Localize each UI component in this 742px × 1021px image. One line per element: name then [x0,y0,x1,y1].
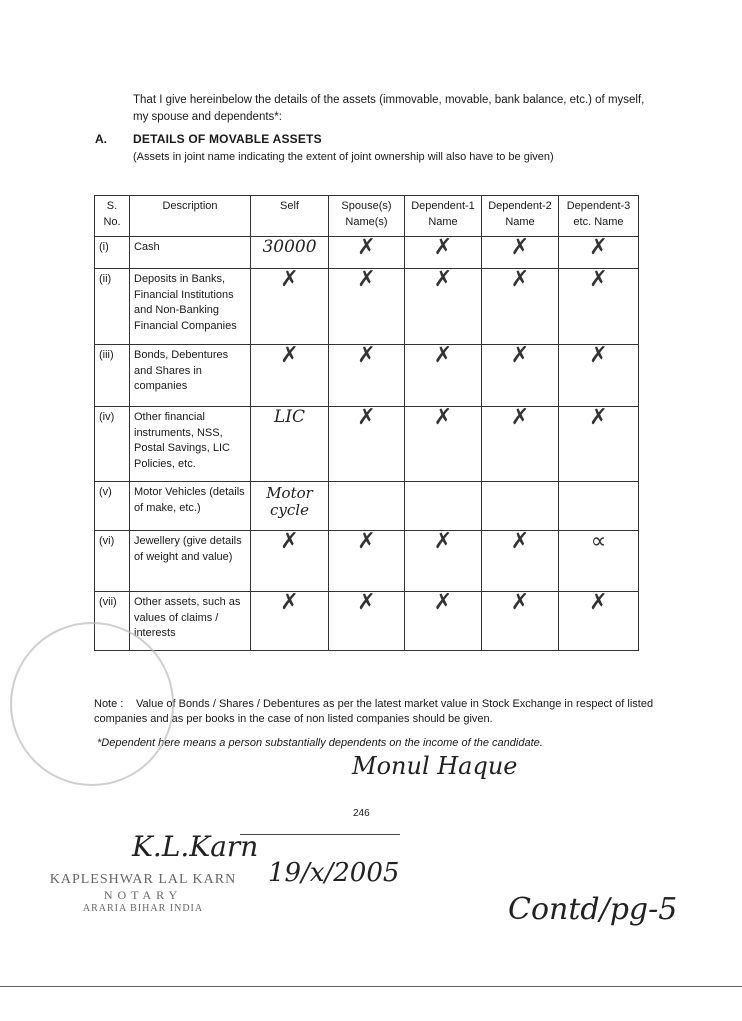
table-row [95,592,639,651]
note-paragraph [94,697,654,727]
header-dependent-2: Dependent-2 Name [482,196,559,237]
dependent-3-value: ✗ [559,237,639,269]
row-sno: (vii) [95,592,130,651]
table-row [95,237,639,269]
row-sno: (ii) [95,269,130,345]
movable-assets-table [94,195,639,651]
dependent-3-value: ✗ [559,345,639,407]
dependent-2-value: ✗ [482,407,559,482]
spouse-value: ✗ [329,407,405,482]
self-value: Motor cycle [251,482,329,531]
header-spouse: Spouse(s) Name(s) [329,196,405,237]
spouse-value: ✗ [329,592,405,651]
note-text: Value of Bonds / Shares / Debentures as per the latest market value in Stock Exchange in respect of listed companies and as per books in the case of non listed companies should be given. [94,698,654,725]
notary-title: NOTARY [103,888,183,902]
header-dependent-3: Dependent-3 etc. Name [559,196,639,237]
row-description: Cash [130,237,251,269]
section-letter: A. [95,132,107,146]
row-sno: (iv) [95,407,130,482]
dependent-3-value: ✗ [559,592,639,651]
dependent-2-value [482,482,559,531]
notary-signature: K.L.Karn [132,830,259,863]
section-title: DETAILS OF MOVABLE ASSETS [133,132,322,146]
signature-date: 19/x/2005 [268,858,400,888]
row-description: Other assets, such as values of claims / interests [130,592,251,651]
dependent-3-value [559,482,639,531]
spouse-value: ✗ [329,345,405,407]
row-sno: (i) [95,237,130,269]
header-sno: S. No. [95,196,130,237]
table-row [95,269,639,345]
dependent-2-value: ✗ [482,237,559,269]
self-value: ✗ [251,345,329,407]
dependent-1-value: ✗ [405,407,482,482]
dependent-1-value: ✗ [405,345,482,407]
table-row [95,345,639,407]
page-bottom-rule [0,986,742,987]
candidate-signature: Monul Haque [352,752,518,780]
table-header-row [95,196,639,237]
notary-name: KAPLESHWAR LAL KARN [49,872,237,887]
row-description: Other financial instruments, NSS, Postal Savings, LIC Policies, etc. [130,407,251,482]
dependent-1-value: ✗ [405,237,482,269]
table-row [95,407,639,482]
dependent-3-value: ∝ [559,531,639,592]
dependent-3-value: ✗ [559,407,639,482]
dependent-2-value: ✗ [482,269,559,345]
self-value: ✗ [251,592,329,651]
page-number: 246 [353,808,370,819]
row-description: Deposits in Banks, Financial Institutions and Non-Banking Financial Companies [130,269,251,345]
note-label: Note : [94,698,124,710]
dependent-footnote: *Dependent here means a person substantially dependents on the income of the candidate. [97,737,543,749]
dependent-1-value: ✗ [405,531,482,592]
header-description: Description [130,196,251,237]
dependent-1-value: ✗ [405,269,482,345]
header-dependent-1: Dependent-1 Name [405,196,482,237]
self-value: ✗ [251,269,329,345]
spouse-value: ✗ [329,269,405,345]
table-row [95,482,639,531]
notary-location: ARARIA BIHAR INDIA [82,903,204,914]
spouse-value [329,482,405,531]
dependent-1-value: ✗ [405,592,482,651]
row-description: Jewellery (give details of weight and value) [130,531,251,592]
intro-statement: That I give hereinbelow the details of the assets (immovable, movable, bank balance, etc.) of myself, my spouse and dependents*: [133,94,645,123]
self-value: 30000 [251,237,329,269]
row-description: Motor Vehicles (details of make, etc.) [130,482,251,531]
row-description: Bonds, Debentures and Shares in companies [130,345,251,407]
round-seal-stamp [10,622,174,786]
row-sno: (v) [95,482,130,531]
dependent-1-value [405,482,482,531]
table-row [95,531,639,592]
spouse-value: ✗ [329,531,405,592]
dependent-3-value: ✗ [559,269,639,345]
row-sno: (iii) [95,345,130,407]
row-sno: (vi) [95,531,130,592]
notary-signature-line [240,834,400,835]
spouse-value: ✗ [329,237,405,269]
self-value: ✗ [251,531,329,592]
dependent-2-value: ✗ [482,345,559,407]
dependent-2-value: ✗ [482,592,559,651]
self-value: LIC [251,407,329,482]
dependent-2-value: ✗ [482,531,559,592]
continued-note: Contd/pg-5 [508,892,678,927]
notary-stamp [38,872,248,914]
section-subtitle: (Assets in joint name indicating the extent of joint ownership will also have to be given) [133,151,554,163]
header-self: Self [251,196,329,237]
